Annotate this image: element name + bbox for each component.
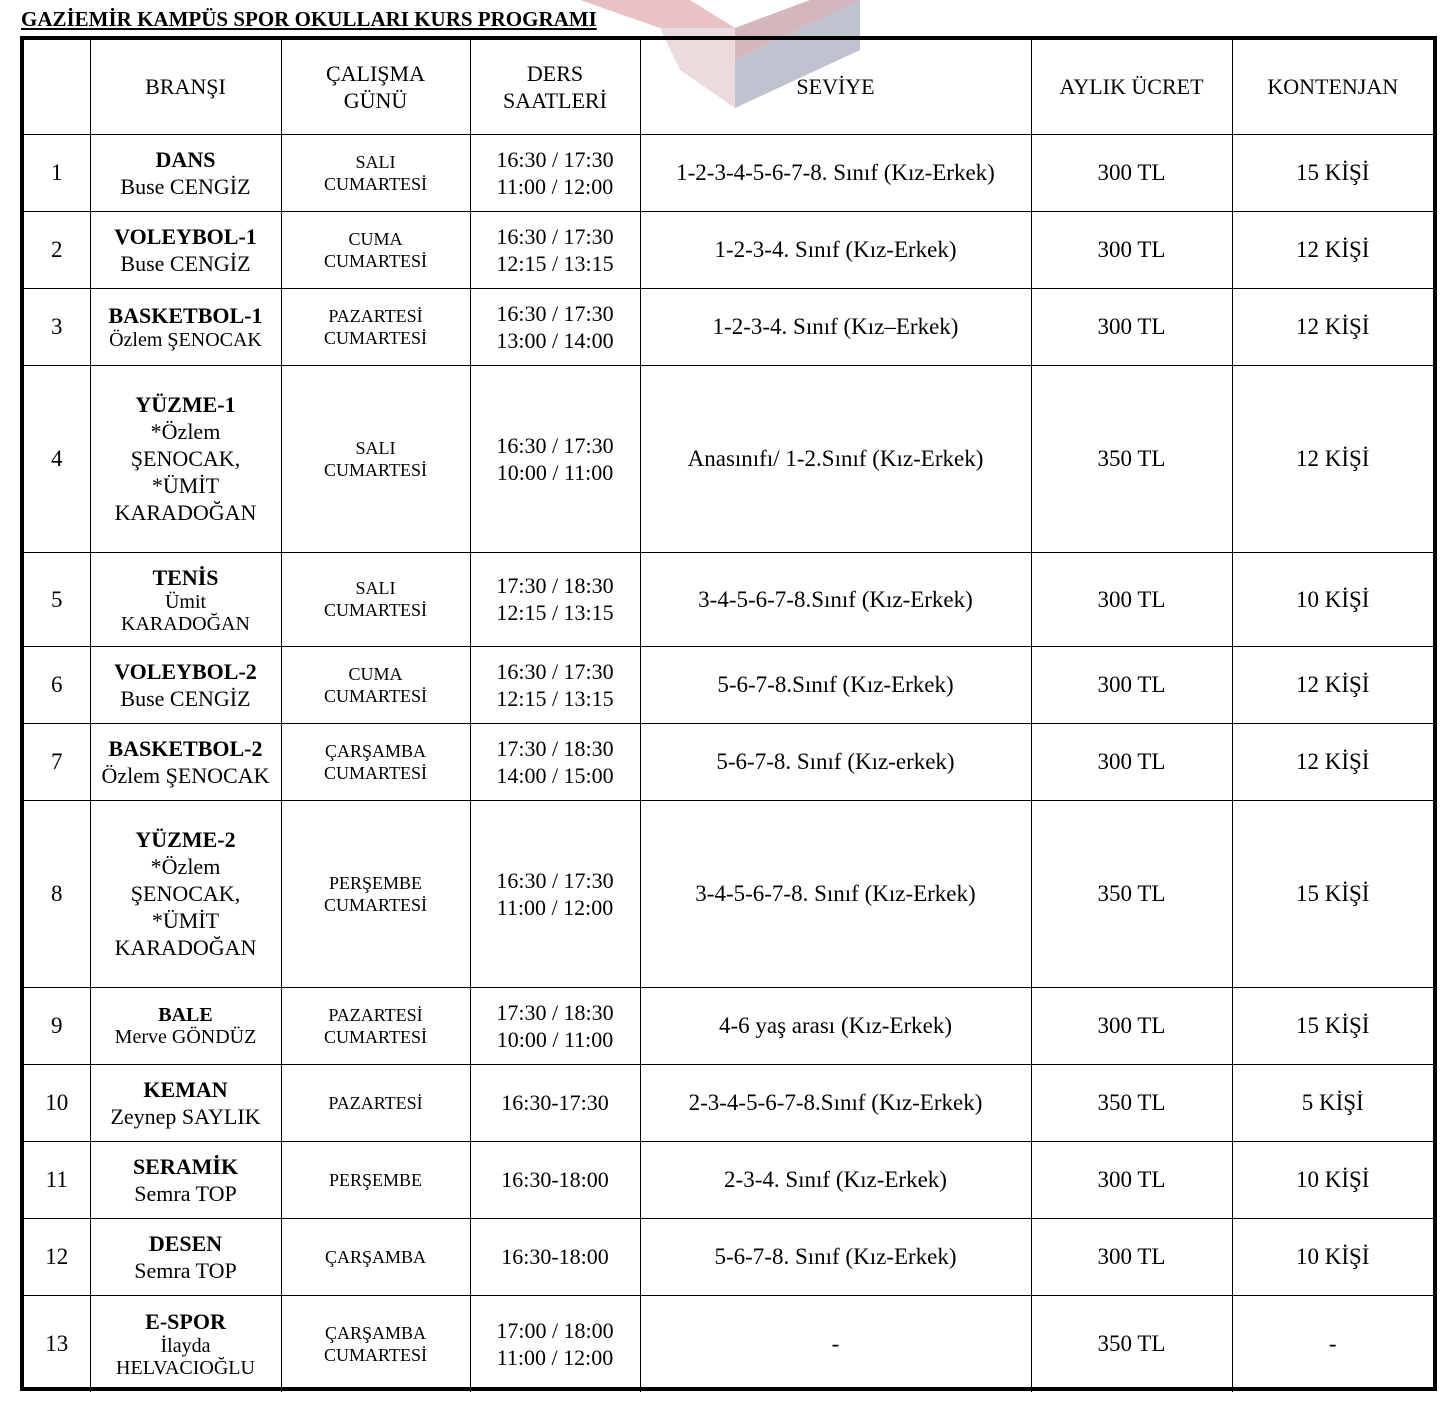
- cell-fee: 300 TL: [1031, 1218, 1232, 1295]
- branch-name: DESEN: [148, 1230, 223, 1256]
- lesson-hours: 12:15 / 13:15: [496, 600, 614, 625]
- cell-level: 2-3-4-5-6-7-8.Sınıf (Kız-Erkek): [640, 1064, 1031, 1141]
- lesson-hours: 12:15 / 13:15: [496, 250, 614, 276]
- cell-days: [281, 552, 470, 646]
- branch-name: TENİS: [152, 564, 219, 590]
- trainer-name: Özlem ŞENOCAK: [109, 329, 262, 351]
- cell-fee: 300 TL: [1031, 211, 1232, 288]
- lesson-hours: 11:00 / 12:00: [496, 173, 614, 199]
- cell-level: 5-6-7-8.Sınıf (Kız-Erkek): [640, 646, 1031, 723]
- trainer-name: Semra TOP: [134, 1180, 237, 1206]
- lesson-hours: 10:00 / 11:00: [496, 1026, 614, 1052]
- working-day: CUMARTESİ: [324, 762, 427, 783]
- trainer-name: Buse CENGİZ: [120, 250, 251, 276]
- branch-name: DANS: [155, 146, 216, 172]
- cell-branch: [90, 288, 281, 365]
- working-day: CUMARTESİ: [324, 1026, 427, 1047]
- cell-fee: 300 TL: [1031, 646, 1232, 723]
- lesson-hours: 14:00 / 15:00: [496, 762, 614, 788]
- cell-days: [281, 1141, 470, 1218]
- cell-hours: [470, 1064, 640, 1141]
- branch-name: BASKETBOL-1: [108, 303, 263, 328]
- cell-hours: [470, 1295, 640, 1392]
- trainer-name: Ümit: [164, 590, 207, 613]
- lesson-hours: 16:30 / 17:30: [496, 867, 614, 893]
- cell-quota: 12 KİŞİ: [1232, 211, 1433, 288]
- cell-days: [281, 1064, 470, 1141]
- cell-no: 7: [24, 723, 90, 800]
- cell-level: 1-2-3-4. Sınıf (Kız–Erkek): [640, 288, 1031, 365]
- working-day: SALI: [355, 578, 396, 598]
- trainer-name: İlayda: [160, 1335, 211, 1358]
- table-row: [24, 987, 1433, 1064]
- cell-quota: 12 KİŞİ: [1232, 365, 1433, 552]
- lesson-hours: 16:30 / 17:30: [496, 300, 614, 326]
- cell-hours: [470, 134, 640, 211]
- trainer-name: Özlem ŞENOCAK: [101, 762, 270, 788]
- cell-no: 11: [24, 1141, 90, 1218]
- cell-quota: 10 KİŞİ: [1232, 1218, 1433, 1295]
- working-day: PAZARTESİ: [328, 305, 423, 326]
- cell-hours: [470, 1218, 640, 1295]
- lesson-hours: 12:15 / 13:15: [496, 685, 614, 711]
- cell-fee: 300 TL: [1031, 288, 1232, 365]
- branch-name: VOLEYBOL-1: [114, 223, 257, 249]
- cell-level: 3-4-5-6-7-8.Sınıf (Kız-Erkek): [640, 552, 1031, 646]
- lesson-hours: 16:30 / 17:30: [496, 432, 614, 458]
- lesson-hours: 16:30-18:00: [501, 1244, 609, 1269]
- trainer-name: KARADOĞAN: [114, 500, 257, 525]
- header-branch: BRANŞI: [90, 40, 281, 134]
- cell-hours: [470, 800, 640, 987]
- header-quota: KONTENJAN: [1232, 40, 1433, 134]
- cell-days: [281, 211, 470, 288]
- working-day: ÇARŞAMBA: [324, 740, 427, 761]
- trainer-name: HELVACIOĞLU: [116, 1357, 255, 1380]
- cell-fee: 350 TL: [1031, 800, 1232, 987]
- cell-branch: [90, 723, 281, 800]
- cell-level: 5-6-7-8. Sınıf (Kız-Erkek): [640, 1218, 1031, 1295]
- working-day: CUMARTESİ: [324, 894, 427, 915]
- course-schedule-table: [24, 40, 1433, 1392]
- lesson-hours: 16:30 / 17:30: [496, 223, 614, 249]
- cell-days: [281, 1218, 470, 1295]
- working-day: CUMA: [348, 228, 403, 249]
- header-hours-line2: SAATLERİ: [503, 87, 607, 113]
- cell-hours: [470, 723, 640, 800]
- document-title: GAZİEMİR KAMPÜS SPOR OKULLARI KURS PROGRAMI: [21, 7, 597, 31]
- working-day: CUMARTESİ: [324, 250, 427, 271]
- branch-name: BALE: [158, 1003, 213, 1026]
- cell-level: 5-6-7-8. Sınıf (Kız-erkek): [640, 723, 1031, 800]
- working-day: SALI: [355, 151, 396, 172]
- lesson-hours: 17:00 / 18:00: [496, 1317, 614, 1343]
- working-day: PERŞEMBE: [328, 872, 423, 893]
- table-row: [24, 211, 1433, 288]
- branch-name: KEMAN: [143, 1076, 228, 1102]
- branch-name: YÜZME-2: [135, 827, 236, 852]
- table-row: [24, 365, 1433, 552]
- lesson-hours: 16:30-18:00: [501, 1167, 609, 1192]
- working-day: ÇARŞAMBA: [324, 1246, 427, 1267]
- trainer-name: *ÜMİT: [151, 473, 220, 498]
- table-body: [24, 134, 1433, 1392]
- branch-name: SERAMİK: [132, 1153, 239, 1179]
- table-row: [24, 1218, 1433, 1295]
- trainer-name: ŞENOCAK,: [130, 446, 241, 471]
- trainer-name: Merve GÖNDÜZ: [114, 1025, 257, 1048]
- header-days: [281, 40, 470, 134]
- cell-branch: [90, 1295, 281, 1392]
- trainer-name: KARADOĞAN: [114, 935, 257, 960]
- cell-quota: 10 KİŞİ: [1232, 552, 1433, 646]
- cell-days: [281, 365, 470, 552]
- cell-branch: [90, 1064, 281, 1141]
- working-day: PAZARTESİ: [328, 1004, 423, 1025]
- cell-quota: -: [1232, 1295, 1433, 1392]
- cell-branch: [90, 800, 281, 987]
- cell-no: 6: [24, 646, 90, 723]
- cell-level: -: [640, 1295, 1031, 1392]
- cell-no: 10: [24, 1064, 90, 1141]
- trainer-name: KARADOĞAN: [121, 612, 250, 635]
- cell-no: 2: [24, 211, 90, 288]
- cell-branch: [90, 134, 281, 211]
- branch-name: VOLEYBOL-2: [114, 658, 257, 684]
- cell-quota: 10 KİŞİ: [1232, 1141, 1433, 1218]
- lesson-hours: 16:30 / 17:30: [496, 146, 614, 172]
- cell-no: 1: [24, 134, 90, 211]
- working-day: CUMARTESİ: [324, 685, 427, 706]
- cell-hours: [470, 1141, 640, 1218]
- cell-fee: 300 TL: [1031, 552, 1232, 646]
- lesson-hours: 10:00 / 11:00: [496, 459, 614, 485]
- working-day: PAZARTESİ: [328, 1092, 423, 1113]
- cell-hours: [470, 365, 640, 552]
- table-row: [24, 134, 1433, 211]
- cell-branch: [90, 365, 281, 552]
- cell-fee: 350 TL: [1031, 1064, 1232, 1141]
- cell-no: 5: [24, 552, 90, 646]
- cell-fee: 350 TL: [1031, 365, 1232, 552]
- header-fee: AYLIK ÜCRET: [1031, 40, 1232, 134]
- cell-hours: [470, 288, 640, 365]
- branch-name: BASKETBOL-2: [108, 735, 263, 761]
- cell-hours: [470, 552, 640, 646]
- cell-branch: [90, 987, 281, 1064]
- cell-level: 1-2-3-4. Sınıf (Kız-Erkek): [640, 211, 1031, 288]
- cell-fee: 300 TL: [1031, 987, 1232, 1064]
- working-day: ÇARŞAMBA: [324, 1322, 427, 1343]
- cell-quota: 15 KİŞİ: [1232, 987, 1433, 1064]
- table-row: [24, 552, 1433, 646]
- lesson-hours: 16:30-17:30: [501, 1090, 609, 1115]
- cell-days: [281, 987, 470, 1064]
- branch-name: E-SPOR: [145, 1309, 226, 1335]
- working-day: CUMARTESİ: [324, 459, 427, 480]
- cell-branch: [90, 646, 281, 723]
- cell-fee: 300 TL: [1031, 1141, 1232, 1218]
- cell-level: 4-6 yaş arası (Kız-Erkek): [640, 987, 1031, 1064]
- lesson-hours: 17:30 / 18:30: [496, 573, 614, 598]
- lesson-hours: 11:00 / 12:00: [496, 894, 614, 920]
- trainer-name: Buse CENGİZ: [120, 173, 251, 199]
- table-row: [24, 646, 1433, 723]
- trainer-name: ŞENOCAK,: [130, 881, 241, 906]
- lesson-hours: 13:00 / 14:00: [496, 327, 614, 353]
- table-row: [24, 1295, 1433, 1392]
- cell-quota: 5 KİŞİ: [1232, 1064, 1433, 1141]
- header-hours: [470, 40, 640, 134]
- lesson-hours: 17:30 / 18:30: [496, 735, 614, 761]
- header-level: SEVİYE: [640, 40, 1031, 134]
- cell-days: [281, 800, 470, 987]
- table-row: [24, 1141, 1433, 1218]
- cell-days: [281, 646, 470, 723]
- cell-quota: 12 KİŞİ: [1232, 723, 1433, 800]
- cell-branch: [90, 211, 281, 288]
- working-day: CUMARTESİ: [324, 173, 427, 194]
- cell-quota: 15 KİŞİ: [1232, 134, 1433, 211]
- cell-fee: 300 TL: [1031, 723, 1232, 800]
- cell-no: 3: [24, 288, 90, 365]
- branch-name: YÜZME-1: [135, 392, 236, 417]
- cell-branch: [90, 1141, 281, 1218]
- working-day: CUMA: [348, 663, 403, 684]
- cell-no: 13: [24, 1295, 90, 1392]
- cell-hours: [470, 646, 640, 723]
- cell-days: [281, 288, 470, 365]
- working-day: CUMARTESİ: [324, 1344, 427, 1365]
- trainer-name: Zeynep SAYLIK: [110, 1103, 261, 1129]
- cell-hours: [470, 987, 640, 1064]
- trainer-name: *Özlem: [150, 854, 221, 879]
- table-header-row: [24, 40, 1433, 134]
- lesson-hours: 16:30 / 17:30: [496, 658, 614, 684]
- trainer-name: Semra TOP: [134, 1257, 237, 1283]
- cell-fee: 300 TL: [1031, 134, 1232, 211]
- header-days-line1: ÇALIŞMA: [325, 60, 425, 86]
- cell-level: 1-2-3-4-5-6-7-8. Sınıf (Kız-Erkek): [640, 134, 1031, 211]
- trainer-name: *ÜMİT: [151, 908, 220, 933]
- cell-days: [281, 134, 470, 211]
- cell-level: Anasınıfı/ 1-2.Sınıf (Kız-Erkek): [640, 365, 1031, 552]
- cell-quota: 12 KİŞİ: [1232, 288, 1433, 365]
- header-hours-line1: DERS: [526, 60, 584, 86]
- cell-level: 2-3-4. Sınıf (Kız-Erkek): [640, 1141, 1031, 1218]
- lesson-hours: 11:00 / 12:00: [496, 1344, 614, 1370]
- course-table-frame: [20, 36, 1437, 1391]
- trainer-name: Buse CENGİZ: [120, 685, 251, 711]
- table-row: [24, 800, 1433, 987]
- cell-no: 12: [24, 1218, 90, 1295]
- working-day: SALI: [355, 437, 396, 458]
- trainer-name: *Özlem: [150, 419, 221, 444]
- cell-quota: 15 KİŞİ: [1232, 800, 1433, 987]
- table-row: [24, 723, 1433, 800]
- header-days-line2: GÜNÜ: [343, 87, 408, 113]
- working-day: CUMARTESİ: [324, 327, 427, 348]
- table-row: [24, 288, 1433, 365]
- cell-no: 9: [24, 987, 90, 1064]
- cell-branch: [90, 552, 281, 646]
- working-day: CUMARTESİ: [324, 600, 427, 620]
- cell-no: 4: [24, 365, 90, 552]
- cell-hours: [470, 211, 640, 288]
- cell-fee: 350 TL: [1031, 1295, 1232, 1392]
- header-no: [24, 40, 90, 134]
- table-row: [24, 1064, 1433, 1141]
- cell-quota: 12 KİŞİ: [1232, 646, 1433, 723]
- cell-days: [281, 1295, 470, 1392]
- cell-level: 3-4-5-6-7-8. Sınıf (Kız-Erkek): [640, 800, 1031, 987]
- cell-days: [281, 723, 470, 800]
- cell-branch: [90, 1218, 281, 1295]
- lesson-hours: 17:30 / 18:30: [496, 999, 614, 1025]
- cell-no: 8: [24, 800, 90, 987]
- working-day: PERŞEMBE: [328, 1169, 423, 1190]
